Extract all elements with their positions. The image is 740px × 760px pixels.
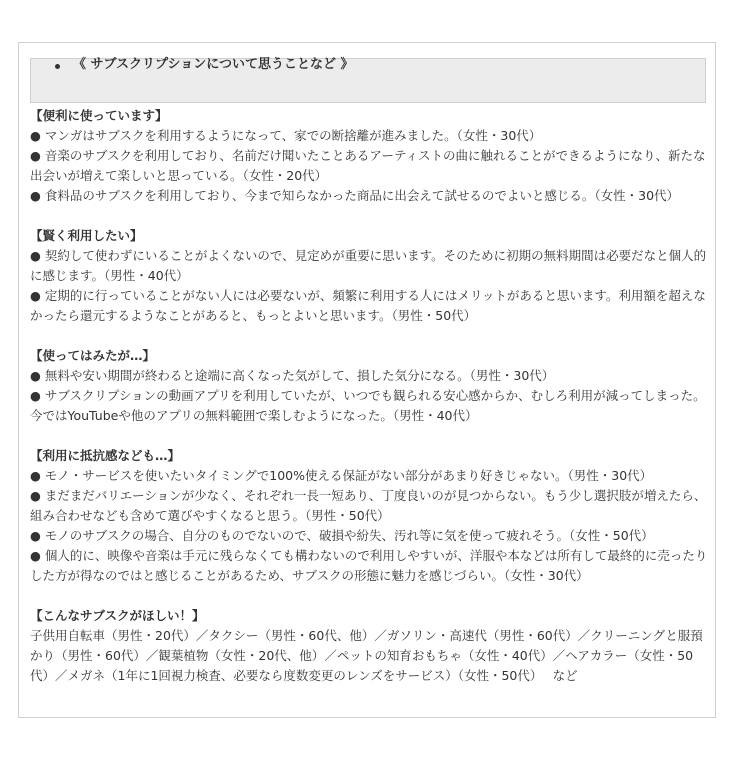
wishlist-text: 子供用自転車（男性・20代）／タクシー（男性・60代、他）／ガソリン・高速代（男性・60代）／クリーニングと服預かり（男性・60代）／観葉植物（女性・20代、他）／ペットの知育おもちゃ（女性・40代）／ヘアカラー（女性・50代）／メガネ（1年に1回視力検査、必要なら度数変更のレンズをサービス）（女性・50代） など: [30, 628, 703, 683]
comment-item: ● 個人的に、映像や音楽は手元に残らなくても構わないので利用しやすいが、洋服や本などは所有して最終的に売ったりした方が得なのではと感じることがあるため、サブスクの形態に魅力を感じづらい。（女性・30代）: [30, 548, 708, 583]
section-title: 【便利に使っています】: [30, 108, 168, 123]
section-title: 【使ってはみたが…】: [30, 348, 156, 363]
comment-item: ● サブスクリプションの動画アプリを利用していたが、いつでも観られる安心感からか、むしろ利用が減ってしまった。今ではYouTubeや他のアプリの無料範囲で楽しむようになった。（男性・40代）: [30, 388, 706, 423]
content: [30, 106, 710, 686]
section-title: 【利用に抵抗感なども…】: [30, 448, 181, 463]
comment-item: ● モノのサブスクの場合、自分のものでないので、破損や紛失、汚れ等に気を使って疲れそう。（女性・50代）: [30, 528, 654, 543]
comment-item: ● 音楽のサブスクを利用しており、名前だけ聞いたことあるアーティストの曲に触れることができるようになり、新たな出会いが増えて楽しいと思っている。（女性・20代）: [30, 148, 706, 183]
comment-item: ● 契約して使わずにいることがよくないので、見定めが重要に思います。そのために初期の無料期間は必要だなと個人的に感じます。（男性・40代）: [30, 248, 707, 283]
bullet-icon: [55, 64, 60, 69]
comment-item: ● 定期的に行っていることがない人には必要ないが、頻繁に利用する人にはメリットがあると思います。利用額を超えなかったら還元するようなことがあると、もっとよいと思います。（男性・50代）: [30, 288, 706, 323]
section-resistance: [30, 446, 710, 586]
section-convenient: [30, 106, 710, 206]
section-wishlist: [30, 606, 710, 686]
article-frame: [18, 42, 716, 718]
comment-item: ● モノ・サービスを使いたいタイミングで100%使える保証がない部分があまり好きじゃない。（男性・30代）: [30, 468, 653, 483]
comment-item: ● まだまだバリエーションが少なく、それぞれ一長一短あり、丁度良いのが見つからない。もう少し選択肢が増えたら、組み合わせなども含めて選びやすくなると思う。（男性・50代）: [30, 488, 707, 523]
section-tried-but: [30, 346, 710, 426]
comment-item: ● 食料品のサブスクを利用しており、今まで知らなかった商品に出会えて試せるのでよいと感じる。（女性・30代）: [30, 188, 680, 203]
section-title: 【賢く利用したい】: [30, 228, 143, 243]
comment-item: ● マンガはサブスクを利用するようになって、家での断捨離が進みました。（女性・30代）: [30, 128, 542, 143]
heading-title: 《 サブスクリプションについて思うことなど 》: [73, 57, 354, 72]
comment-item: ● 無料や安い期間が終わると途端に高くなった気がして、損した気分になる。（男性・30代）: [30, 368, 555, 383]
section-title: 【こんなサブスクがほしい！】: [30, 608, 205, 623]
section-smart-use: [30, 226, 710, 326]
